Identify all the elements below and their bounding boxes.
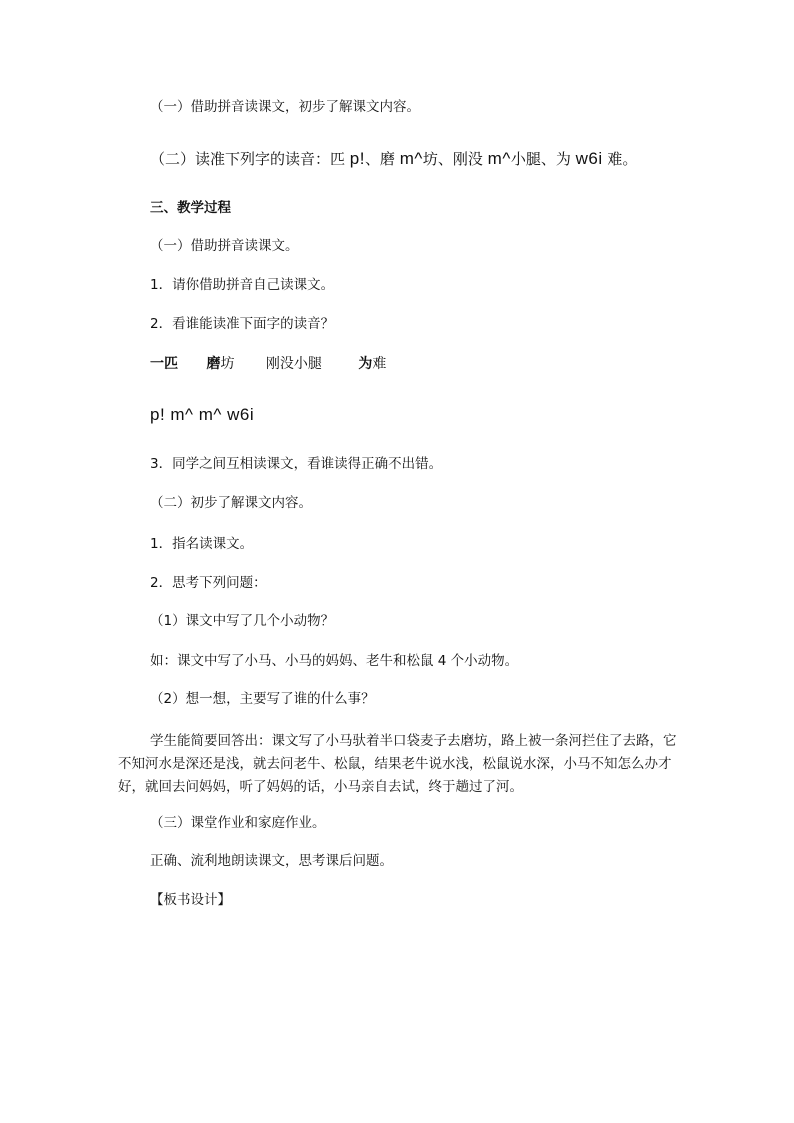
word-item (206, 355, 261, 373)
word-bold: 磨 (206, 356, 221, 372)
question: （1）课文中写了几个小动物？ (150, 613, 335, 629)
homework-text: 正确、流利地朗读课文，思考课后问题。 (150, 853, 393, 869)
answer: 如：课文中写了小马、小马的妈妈、老牛和松鼠 4 个小动物。 (150, 653, 519, 669)
subsection-title: （三）课堂作业和家庭作业。 (150, 815, 326, 831)
word-row (150, 355, 386, 373)
word-bold: 为 (358, 356, 373, 372)
text-segment: 难。 (602, 150, 638, 168)
word-item (358, 355, 386, 373)
word-item (150, 355, 202, 373)
subsection-title: （一）借助拼音读课文。 (150, 238, 299, 254)
word-rest: 难 (372, 356, 387, 372)
list-item: 2．思考下列问题： (150, 575, 267, 591)
pinyin-segment: m^ (399, 149, 423, 168)
board-design-title: 【板书设计】 (150, 892, 231, 908)
text-segment: 小腿、为 (510, 150, 576, 168)
list-item: 1．指名读课文。 (150, 536, 254, 552)
question: （2）想一想，主要写了谁的什么事？ (150, 691, 375, 707)
word-rest: 坊 (220, 356, 235, 372)
word-item (266, 355, 354, 373)
pinyin-row: p! m^ m^ w6i (150, 405, 255, 424)
answer-paragraph: 学生能简要回答出：课文写了小马驮着半口袋麦子去磨坊，路上被一条河拦住了去路，它不知河水是深还是浅，就去问老牛、松鼠，结果老牛说水浅，松鼠说水深，小马不知怎么办才好，就回去问妈妈，听了妈妈的话，小马亲自去试，终于趟过了河。 (118, 733, 677, 795)
section-heading: 三、教学过程 (150, 200, 231, 216)
word-rest: 刚没小腿 (265, 356, 322, 372)
subsection-title: （二）初步了解课文内容。 (150, 495, 312, 511)
word-bold: 一匹 (150, 356, 178, 372)
pinyin-segment: p! (349, 149, 365, 168)
pinyin-segment: w6i (575, 149, 603, 168)
pinyin-segment: m^ (487, 149, 511, 168)
line-reading-goal: （一）借助拼音读课文，初步了解课文内容。 (150, 99, 420, 115)
line-pronunciation-goal (150, 150, 637, 168)
text-segment: 坊、刚没 (422, 150, 488, 168)
text-segment: （二）读准下列字的读音：匹 (150, 150, 350, 168)
list-item: 3．同学之间互相读课文，看谁读得正确不出错。 (150, 456, 443, 472)
list-item: 1．请你借助拼音自己读课文。 (150, 277, 335, 293)
list-item: 2．看谁能读准下面字的读音？ (150, 316, 335, 332)
text-segment: 、磨 (364, 150, 400, 168)
